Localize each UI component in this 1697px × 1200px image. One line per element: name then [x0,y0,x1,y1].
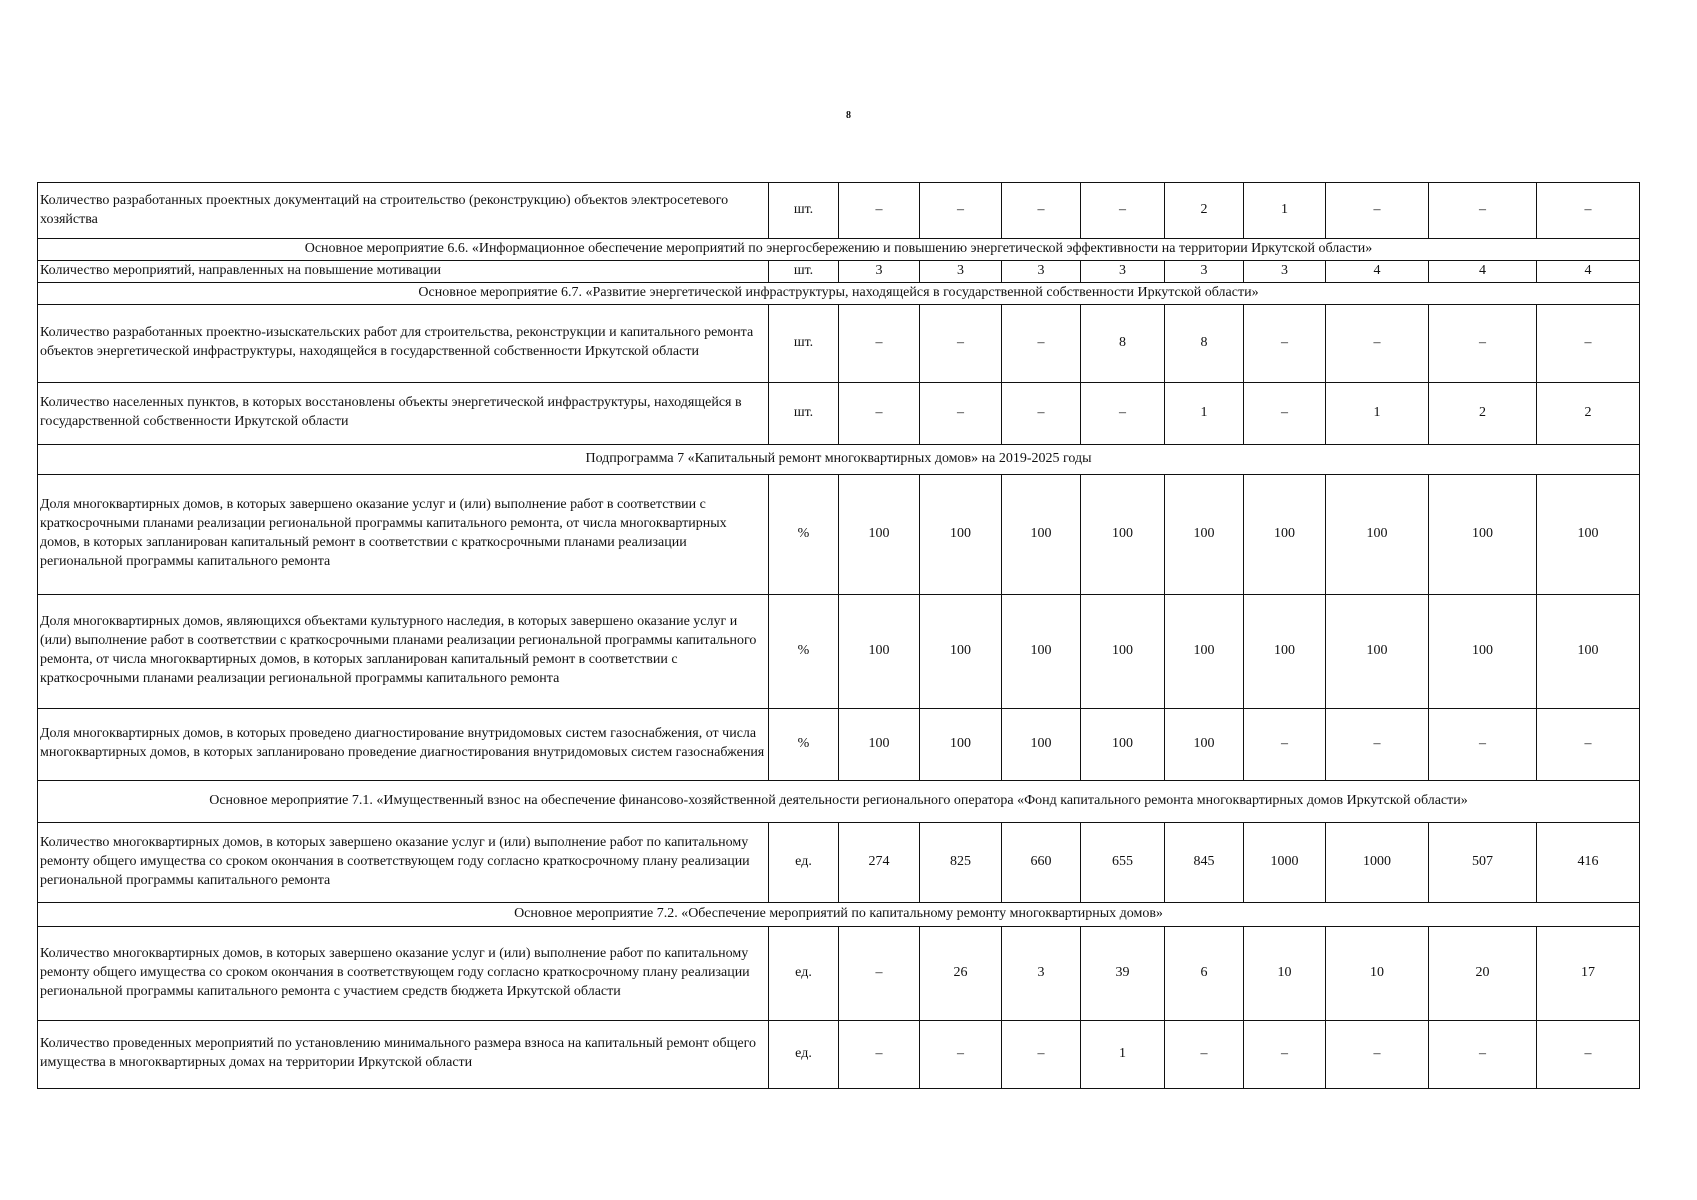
indicator-name: Количество мероприятий, направленных на повышение мотивации [38,260,769,282]
value-cell: – [920,382,1002,444]
value-cell: – [1081,183,1165,239]
unit-cell: шт. [769,260,839,282]
value-cell: 100 [1326,594,1429,708]
value-cell: 100 [839,708,920,780]
value-cell: 100 [1429,594,1537,708]
table-row [38,822,1640,902]
unit-cell: ед. [769,926,839,1020]
value-cell: – [920,183,1002,239]
value-cell: 2 [1165,183,1244,239]
table-row [38,1020,1640,1088]
indicator-name: Количество проведенных мероприятий по установлению минимального размера взноса на капитальный ремонт общего имущества в многоквартирных домах на территории Иркутской области [38,1020,769,1088]
value-cell: 100 [920,594,1002,708]
value-cell: 3 [1002,926,1081,1020]
value-cell: – [1537,183,1640,239]
value-cell: – [1326,1020,1429,1088]
page-number: 8 [846,110,851,121]
value-cell: 100 [1244,474,1326,594]
value-cell: 825 [920,822,1002,902]
value-cell: – [1244,304,1326,382]
table-row [38,926,1640,1020]
table-row [38,260,1640,282]
indicators-table [37,182,1640,1089]
table-row [38,183,1640,239]
value-cell: 4 [1429,260,1537,282]
indicator-name: Количество разработанных проектно-изыскательских работ для строительства, реконструкции и капитального ремонта объектов энергетической инфраструктуры, находящейся в государственной собственности Иркутской области [38,304,769,382]
value-cell: 3 [920,260,1002,282]
value-cell: 1 [1081,1020,1165,1088]
value-cell: 1000 [1326,822,1429,902]
value-cell: – [1537,304,1640,382]
value-cell: – [839,304,920,382]
value-cell: 26 [920,926,1002,1020]
value-cell: 100 [1081,708,1165,780]
indicator-name: Количество многоквартирных домов, в которых завершено оказание услуг и (или) выполнение работ по капитальному ремонту общего имущества со сроком окончания в соответствующем году согласно краткосрочному плану реализации региональной программы капитального ремонта [38,822,769,902]
value-cell: 845 [1165,822,1244,902]
value-cell: – [1537,1020,1640,1088]
section-title: Основное мероприятие 6.7. «Развитие энергетической инфраструктуры, находящейся в государственной собственности Иркутской области» [38,282,1640,304]
value-cell: 100 [920,708,1002,780]
section-title: Основное мероприятие 7.1. «Имущественный взнос на обеспечение финансово-хозяйственной деятельности регионального оператора «Фонд капитального ремонта многоквартирных домов Иркутской области» [38,780,1640,822]
value-cell: 100 [839,474,920,594]
value-cell: 100 [1002,708,1081,780]
value-cell: 3 [1002,260,1081,282]
value-cell: – [1429,304,1537,382]
section-title: Основное мероприятие 7.2. «Обеспечение мероприятий по капитальному ремонту многоквартирных домов» [38,902,1640,926]
value-cell: 660 [1002,822,1081,902]
value-cell: 2 [1537,382,1640,444]
table-row [38,304,1640,382]
value-cell: – [1537,708,1640,780]
value-cell: 100 [1165,594,1244,708]
section-title: Основное мероприятие 6.6. «Информационное обеспечение мероприятий по энергосбережению и повышению энергетической эффективности на территории Иркутской области» [38,239,1640,261]
unit-cell: шт. [769,183,839,239]
indicator-name: Количество разработанных проектных документаций на строительство (реконструкцию) объектов электросетевого хозяйства [38,183,769,239]
indicator-name: Количество многоквартирных домов, в которых завершено оказание услуг и (или) выполнение работ по капитальному ремонту общего имущества со сроком окончания в соответствующем году согласно краткосрочному плану реализации региональной программы капитального ремонта с участием средств бюджета Иркутской области [38,926,769,1020]
unit-cell: % [769,594,839,708]
value-cell: 100 [1002,474,1081,594]
value-cell: 1000 [1244,822,1326,902]
value-cell: – [920,304,1002,382]
value-cell: 17 [1537,926,1640,1020]
value-cell: – [1002,183,1081,239]
value-cell: 8 [1165,304,1244,382]
table-row [38,382,1640,444]
unit-cell: % [769,474,839,594]
value-cell: 100 [839,594,920,708]
value-cell: – [1244,382,1326,444]
value-cell: 655 [1081,822,1165,902]
table-row [38,594,1640,708]
value-cell: 1 [1165,382,1244,444]
value-cell: 2 [1429,382,1537,444]
value-cell: – [1081,382,1165,444]
value-cell: – [1429,183,1537,239]
value-cell: 6 [1165,926,1244,1020]
unit-cell: шт. [769,382,839,444]
section-row [38,444,1640,474]
value-cell: – [1244,708,1326,780]
value-cell: 3 [1081,260,1165,282]
value-cell: – [1326,304,1429,382]
value-cell: – [1429,1020,1537,1088]
value-cell: 3 [1165,260,1244,282]
value-cell: 100 [1244,594,1326,708]
section-title: Подпрограмма 7 «Капитальный ремонт многоквартирных домов» на 2019-2025 годы [38,444,1640,474]
value-cell: 8 [1081,304,1165,382]
value-cell: 100 [1429,474,1537,594]
indicator-name: Доля многоквартирных домов, в которых завершено оказание услуг и (или) выполнение работ в соответствии с краткосрочными планами реализации региональной программы капитального ремонта, от числа многоквартирных домов, в которых запланирован капитальный ремонт в соответствии с краткосрочными планами реализации региональной программы капитального ремонта [38,474,769,594]
indicator-name: Доля многоквартирных домов, являющихся объектами культурного наследия, в которых завершено оказание услуг и (или) выполнение работ в соответствии с краткосрочными планами реализации региональной программы капитального ремонта, от числа многоквартирных домов, в которых запланирован капитальный ремонт в соответствии с краткосрочными планами реализации региональной программы капитального ремонта [38,594,769,708]
indicator-name: Количество населенных пунктов, в которых восстановлены объекты энергетической инфраструктуры, находящейся в государственной собственности Иркутской области [38,382,769,444]
section-row [38,239,1640,261]
value-cell: – [1429,708,1537,780]
value-cell: 100 [1081,474,1165,594]
value-cell: 100 [1002,594,1081,708]
unit-cell: % [769,708,839,780]
value-cell: – [1326,183,1429,239]
value-cell: – [839,1020,920,1088]
value-cell: 1 [1326,382,1429,444]
value-cell: 274 [839,822,920,902]
value-cell: 100 [1326,474,1429,594]
unit-cell: ед. [769,822,839,902]
value-cell: – [1326,708,1429,780]
value-cell: – [1002,1020,1081,1088]
value-cell: 100 [1165,474,1244,594]
value-cell: 100 [1081,594,1165,708]
value-cell: – [839,926,920,1020]
value-cell: 4 [1537,260,1640,282]
value-cell: – [1002,304,1081,382]
value-cell: 20 [1429,926,1537,1020]
value-cell: – [1002,382,1081,444]
value-cell: 100 [1537,594,1640,708]
section-row [38,902,1640,926]
value-cell: 3 [839,260,920,282]
value-cell: 100 [1165,708,1244,780]
value-cell: 100 [920,474,1002,594]
table-row [38,708,1640,780]
value-cell: – [839,382,920,444]
value-cell: 416 [1537,822,1640,902]
value-cell: 507 [1429,822,1537,902]
value-cell: 3 [1244,260,1326,282]
indicator-name: Доля многоквартирных домов, в которых проведено диагностирование внутридомовых систем газоснабжения, от числа многоквартирных домов, в которых запланировано проведение диагностирования внутридомовых систем газоснабжения [38,708,769,780]
value-cell: – [920,1020,1002,1088]
unit-cell: ед. [769,1020,839,1088]
section-row [38,780,1640,822]
unit-cell: шт. [769,304,839,382]
value-cell: – [1165,1020,1244,1088]
value-cell: 4 [1326,260,1429,282]
value-cell: – [839,183,920,239]
value-cell: 10 [1326,926,1429,1020]
table-row [38,474,1640,594]
value-cell: – [1244,1020,1326,1088]
value-cell: 39 [1081,926,1165,1020]
section-row [38,282,1640,304]
value-cell: 100 [1537,474,1640,594]
value-cell: 10 [1244,926,1326,1020]
value-cell: 1 [1244,183,1326,239]
